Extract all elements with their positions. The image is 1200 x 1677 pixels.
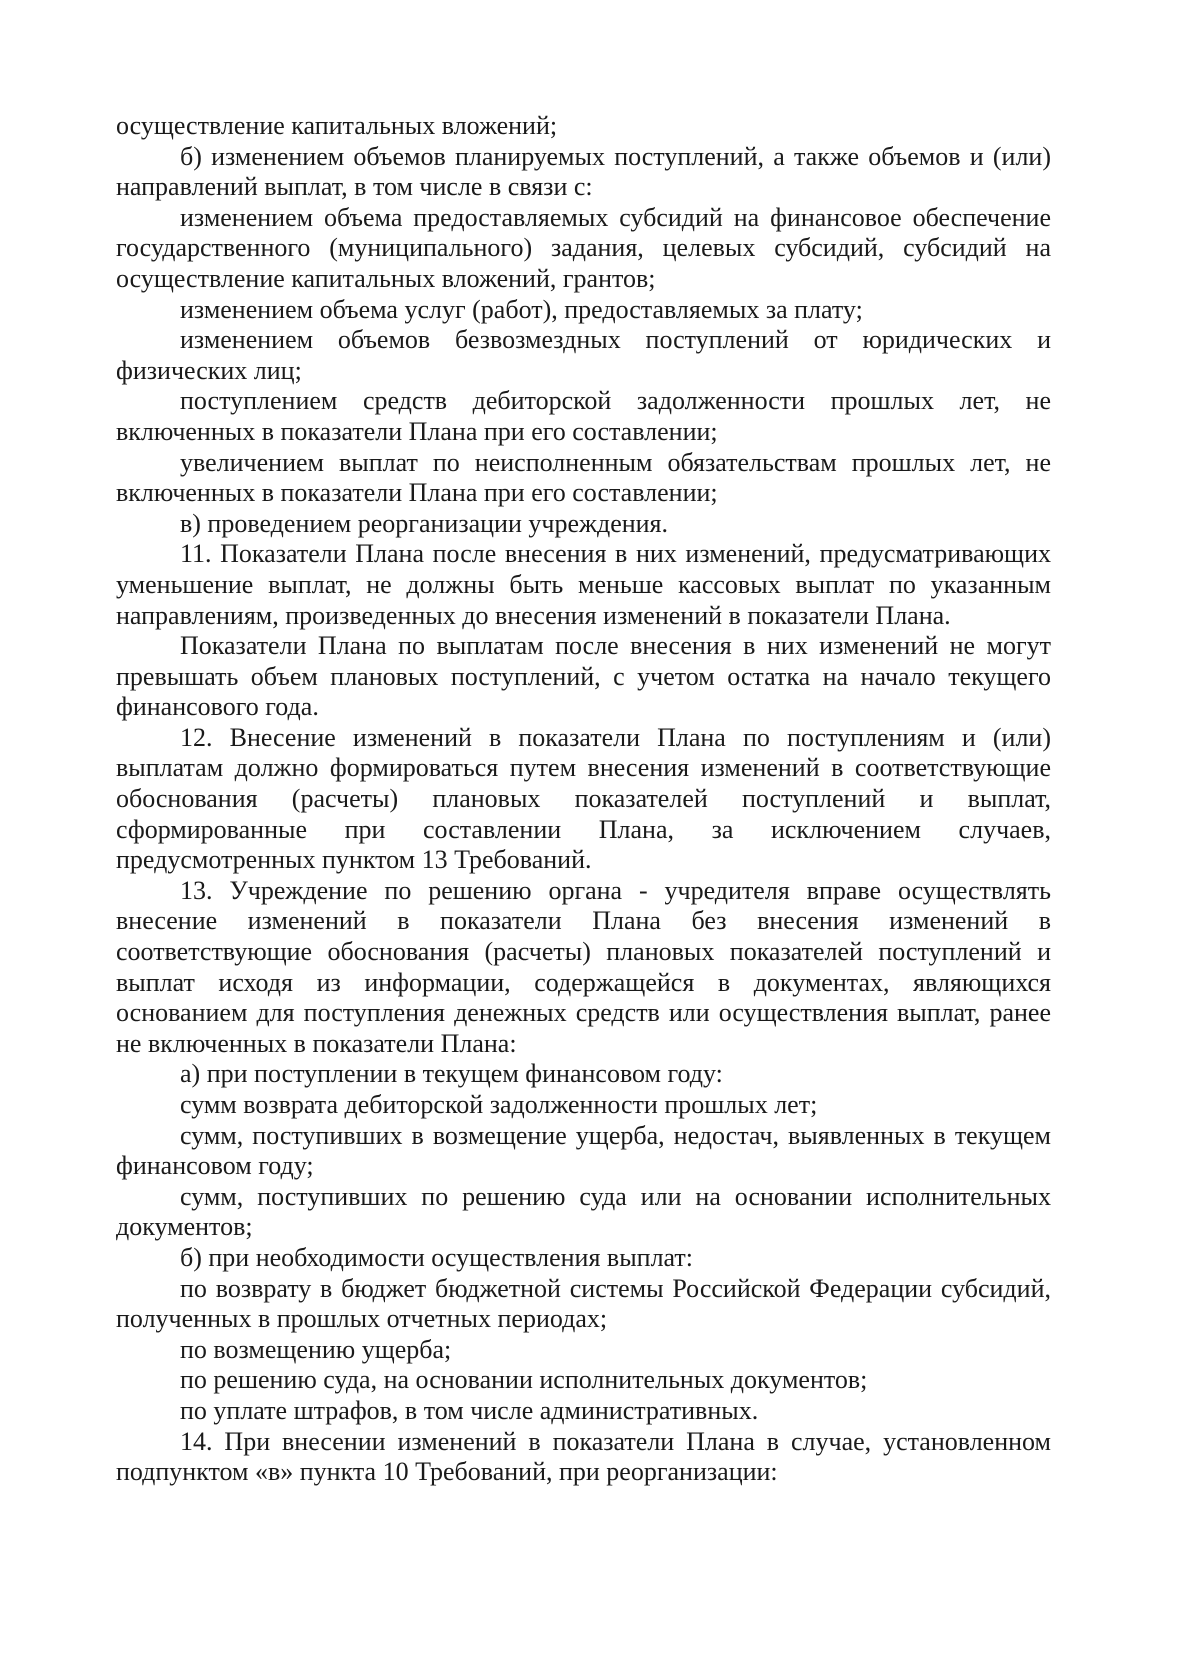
paragraph-return-receivables: сумм возврата дебиторской задолженности прошлых лет; [180,1090,818,1119]
paragraph-clause-14: 14. При внесении изменений в показатели Плана в случае, установленном подпунктом «в» пункта 10 Требований, при реорганизации: [116,1426,1051,1487]
document-body [116,111,1051,1488]
paragraph-item-b: б) изменением объемов планируемых поступлений, а также объемов и (или) направлений выплат, в том числе в связи с: [116,141,1051,202]
paragraph-receivables: поступлением средств дебиторской задолженности прошлых лет, не включенных в показатели Плана при его составлении; [116,386,1051,446]
paragraph-clause-11: 11. Показатели Плана после внесения в них изменений, предусматривающих уменьшение выплат, не должны быть меньше кассовых выплат по указанным направлениям, произведенных до внесения изменений в показатели Плана. [116,539,1051,630]
paragraph-obligations: увеличением выплат по неисполненным обязательствам прошлых лет, не включенных в показатели Плана при его составлении; [116,447,1051,508]
paragraph-subsidies-change: изменением объема предоставляемых субсидий на финансовое обеспечение государственного (муниципального) задания, целевых субсидий, субсидий на осуществление капитальных вложений, грантов; [116,202,1051,293]
paragraph-clause-11-cont: Показатели Плана по выплатам после внесения в них изменений не могут превышать объем плановых поступлений, с учетом остатка на начало текущего финансового года. [116,631,1051,722]
paragraph-court-decision: сумм, поступивших по решению суда или на основании исполнительных документов; [116,1181,1051,1242]
paragraph-item-b-payments: б) при необходимости осуществления выплат: [180,1242,694,1272]
paragraph-item-v: в) проведением реорганизации учреждения. [180,508,669,538]
paragraph-item-a: а) при поступлении в текущем финансовом году: [180,1059,723,1089]
paragraph-clause-12: 12. Внесение изменений в показатели Плана по поступлениям и (или) выплатам должно формироваться путем внесения изменений в соответствующие обоснования (расчеты) плановых показателей поступлений и выплат, сформированные при составлении Плана, за исключением случаев, предусмотренных пунктом 13 Требований. [116,722,1051,875]
paragraph-continuation: осуществление капитальных вложений; [116,111,558,140]
paragraph-damage-payment: по возмещению ущерба; [180,1334,452,1364]
paragraph-court-payment: по решению суда, на основании исполнительных документов; [180,1365,868,1395]
paragraph-services-change: изменением объема услуг (работ), предоставляемых за плату; [180,294,863,324]
paragraph-fines: по уплате штрафов, в том числе административных. [180,1395,759,1425]
paragraph-budget-return: по возврату в бюджет бюджетной системы Российской Федерации субсидий, полученных в прошлых отчетных периодах; [116,1273,1051,1334]
paragraph-damage-compensation: сумм, поступивших в возмещение ущерба, недостач, выявленных в текущем финансовом году; [116,1120,1051,1181]
paragraph-gratuitous-receipts: изменением объемов безвозмездных поступлений от юридических и физических лиц; [116,325,1051,385]
paragraph-clause-13: 13. Учреждение по решению органа - учредителя вправе осуществлять внесение изменений в показатели Плана без внесения изменений в соответствующие обоснования (расчеты) плановых показателей поступлений и выплат исходя из информации, содержащейся в документах, являющихся основанием для поступления денежных средств или осуществления выплат, ранее не включенных в показатели Плана: [116,875,1051,1058]
